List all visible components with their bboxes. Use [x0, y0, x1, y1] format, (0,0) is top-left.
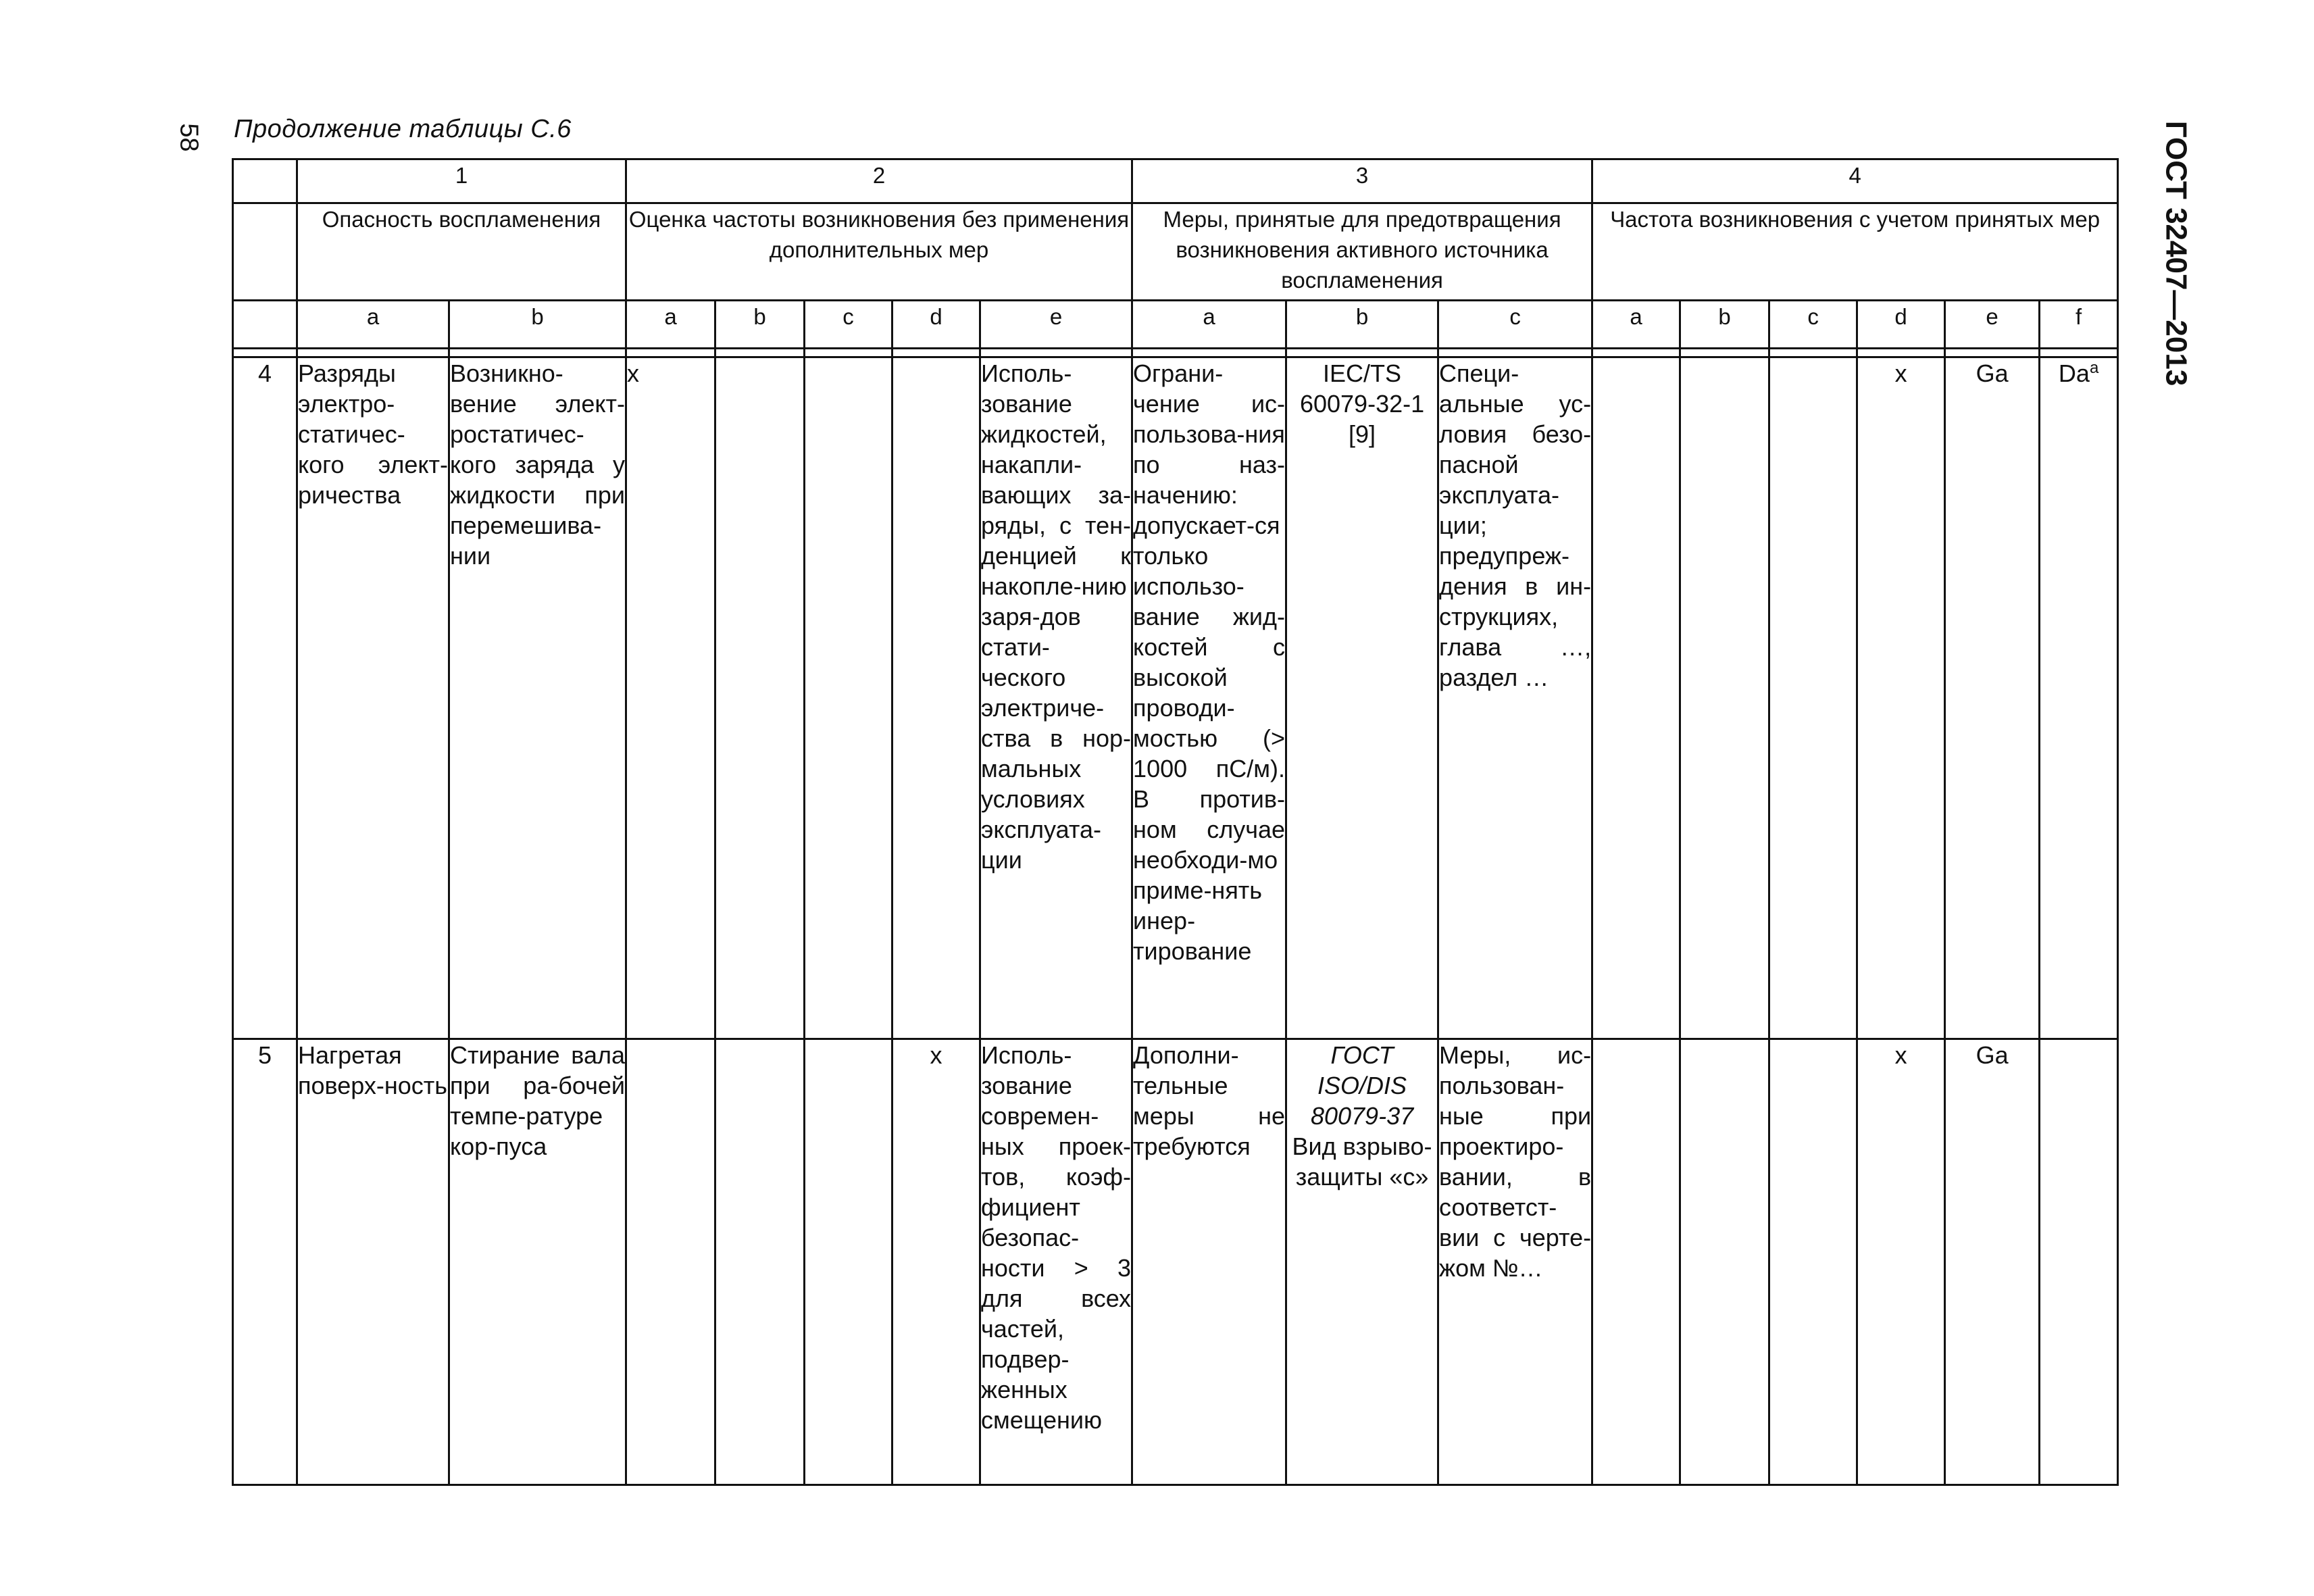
resulting-frequency-d-cell: x [1857, 1039, 1945, 1485]
table-row [233, 1039, 2118, 1485]
frequency-reason-cell: Исполь-зование жидкостей, накапли-вающих за-ряды, с тен-денцией к накопле-нию заря-дов стати-ческого электриче-ства в нор-мальных условиях эксплуата-ции [980, 357, 1132, 1039]
resulting-frequency-a-cell [1592, 1039, 1680, 1485]
equipment-protection-level-cell: Ga [1945, 357, 2040, 1039]
footnote-marker: a [2089, 359, 2099, 378]
group-title-2: Оценка частоты возникновения без применения дополнительных мер [626, 203, 1132, 301]
group-number-3: 3 [1132, 159, 1592, 203]
group-title-1: Опасность воспламенения [297, 203, 626, 301]
frequency-b-cell [715, 357, 805, 1039]
subcolumn-letter: c [805, 301, 892, 349]
resulting-frequency-d-cell: x [1857, 357, 1945, 1039]
measures-reference-standard: ГОСТ ISO/DIS 80079-37 [1310, 1041, 1414, 1130]
page-number: 58 [174, 123, 203, 152]
hazard-type-cell: Нагретая поверх-ность [297, 1039, 449, 1485]
table-continuation-caption: Продолжение таблицы С.6 [234, 115, 572, 143]
subcolumn-letter: a [1132, 301, 1286, 349]
subcolumn-letter: a [297, 301, 449, 349]
subcolumn-letter: a [1592, 301, 1680, 349]
subcolumn-letter: b [449, 301, 626, 349]
subcolumn-letter: f [2040, 301, 2118, 349]
measures-description-cell: Ограни-чение ис-пользова-ния по наз-начению: допускает-ся только использо-вание жид-костей с высокой проводи-мостью (> 1000 пС/м). В против-ном случае необходи-мо приме-нять инер-тирование [1132, 357, 1286, 1039]
group-number-2: 2 [626, 159, 1132, 203]
frequency-c-cell [805, 357, 892, 1039]
hazard-assessment-table [232, 158, 2119, 1486]
row-number: 4 [233, 357, 297, 1039]
frequency-a-cell [626, 1039, 715, 1485]
header-separator-row [233, 349, 2118, 357]
frequency-b-cell [715, 1039, 805, 1485]
frequency-d-cell: x [892, 1039, 980, 1485]
resulting-frequency-c-cell [1769, 357, 1857, 1039]
resulting-frequency-a-cell [1592, 357, 1680, 1039]
frequency-reason-cell: Исполь-зование современ-ных проек-тов, коэф-фициент безопас-ности > 3 для всех частей, подвер-женных смещению [980, 1039, 1132, 1485]
frequency-d-cell [892, 357, 980, 1039]
resulting-frequency-b-cell [1680, 357, 1769, 1039]
header-letter-row [233, 301, 2118, 349]
header-number-row [233, 159, 2118, 203]
frequency-c-cell [805, 1039, 892, 1485]
dust-protection-level: Da [2058, 359, 2090, 388]
measures-description-cell: Дополни-тельные меры не требуются [1132, 1039, 1286, 1485]
subcolumn-letter: c [1438, 301, 1592, 349]
header-title-row [233, 203, 2118, 301]
subcolumn-letter: e [980, 301, 1132, 349]
subcolumn-letter: a [626, 301, 715, 349]
subcolumn-letter: b [1680, 301, 1769, 349]
group-number-4: 4 [1592, 159, 2118, 203]
row-number: 5 [233, 1039, 297, 1485]
group-number-1: 1 [297, 159, 626, 203]
group-title-3: Меры, принятые для предотвращения возникновения активного источника воспламенения [1132, 203, 1592, 301]
header-blank-cell [233, 159, 297, 203]
subcolumn-letter: d [1857, 301, 1945, 349]
hazard-type-cell: Разряды электро-статичес-кого элект-ричества [297, 357, 449, 1039]
measures-reference-protection-type: Вид взрыво-защиты «с» [1292, 1132, 1432, 1191]
subcolumn-letter: e [1945, 301, 2040, 349]
measures-documentation-cell: Меры, ис-пользован-ные при проектиро-вании, в соответст-вии с черте-жом №… [1438, 1039, 1592, 1485]
header-blank-cell [233, 203, 297, 301]
resulting-frequency-c-cell [1769, 1039, 1857, 1485]
subcolumn-letter: c [1769, 301, 1857, 349]
hazard-cause-cell: Стирание вала при ра-бочей темпе-ратуре кор-пуса [449, 1039, 626, 1485]
subcolumn-letter: d [892, 301, 980, 349]
frequency-a-cell: x [626, 357, 715, 1039]
measures-documentation-cell: Специ-альные ус-ловия безо-пасной эксплуата-ции; предупреж-дения в ин-струкциях, глава …, раздел … [1438, 357, 1592, 1039]
equipment-protection-level-cell: Ga [1945, 1039, 2040, 1485]
group-title-4: Частота возникновения с учетом принятых мер [1592, 203, 2118, 301]
standard-identifier [2155, 118, 2196, 524]
dust-protection-level-cell [2040, 357, 2118, 1039]
dust-protection-level-cell [2040, 1039, 2118, 1485]
header-blank-cell [233, 301, 297, 349]
table-row [233, 357, 2118, 1039]
measures-reference-cell [1286, 1039, 1438, 1485]
hazard-cause-cell: Возникно-вение элект-ростатичес-кого заряда у жидкости при перемешива-нии [449, 357, 626, 1039]
subcolumn-letter: b [715, 301, 805, 349]
measures-reference-cell: IEC/TS 60079-32-1 [9] [1286, 357, 1438, 1039]
standard-identifier-text: ГОСТ 32407—2013 [2159, 120, 2193, 386]
subcolumn-letter: b [1286, 301, 1438, 349]
resulting-frequency-b-cell [1680, 1039, 1769, 1485]
